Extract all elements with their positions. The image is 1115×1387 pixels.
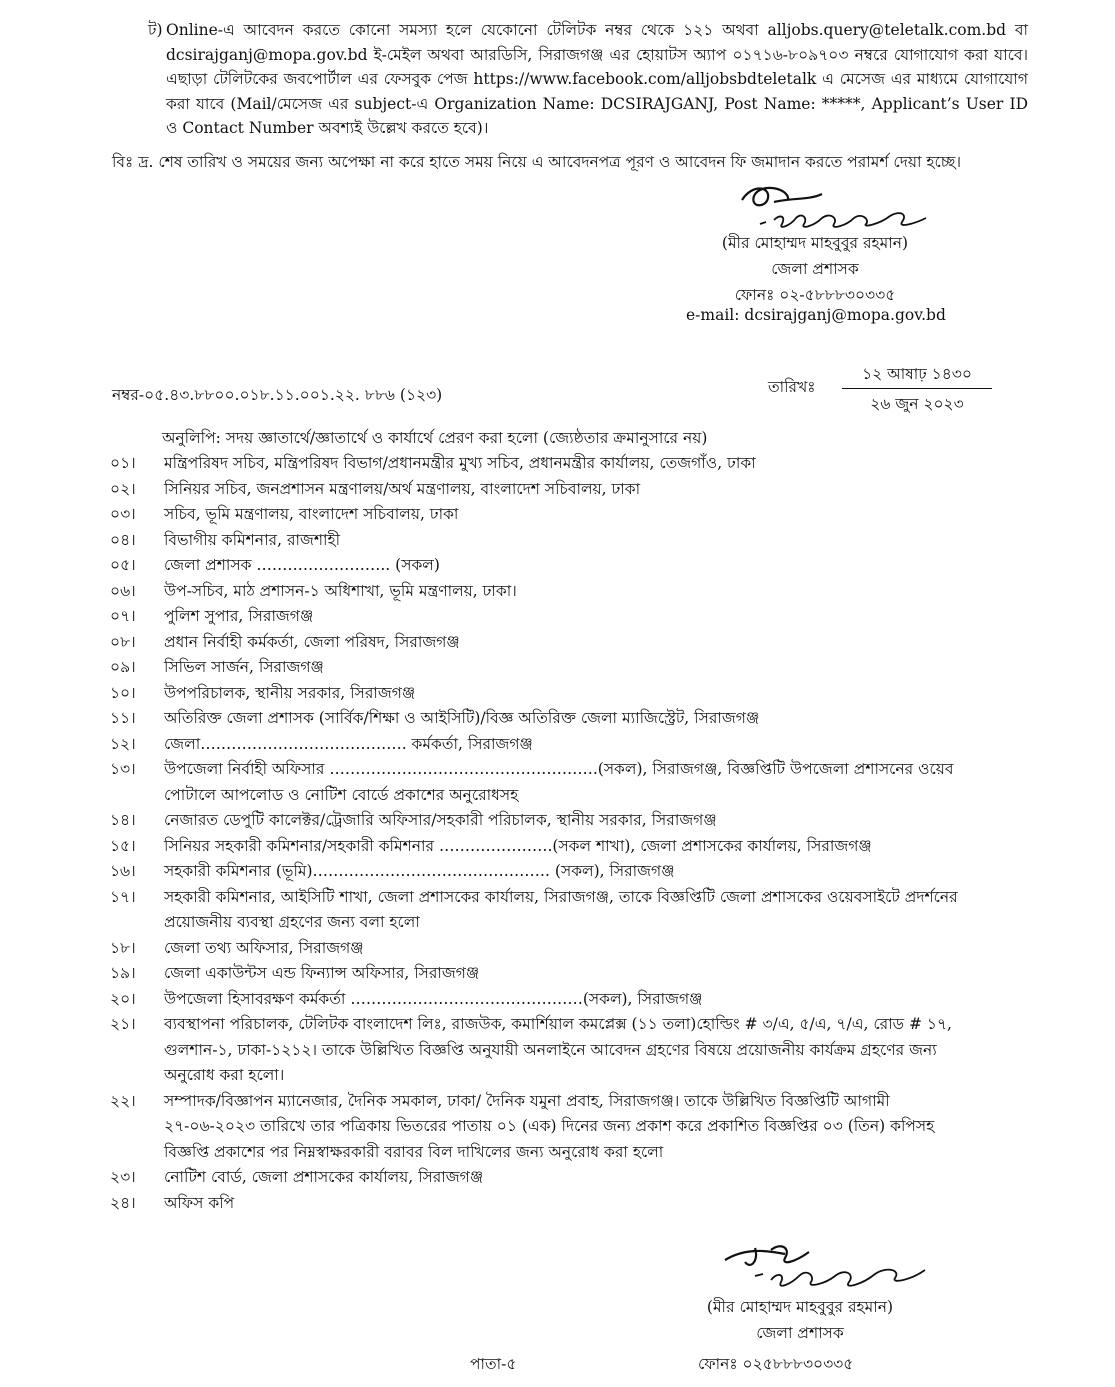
list-item	[108, 757, 978, 808]
list-item	[108, 502, 978, 528]
signatory-name: (মীর মোহাম্মদ মাহবুবুর রহমান)	[721, 234, 909, 252]
page-number: পাতা-৫	[470, 1355, 517, 1373]
list-item-number: ২১।	[110, 1015, 136, 1033]
signature-block-2	[660, 1294, 940, 1346]
list-item	[108, 451, 978, 477]
list-item	[108, 732, 978, 758]
list-item-text: সম্পাদক/বিজ্ঞাপন ম্যানেজার, দৈনিক সমকাল, ঢাকা/ দৈনিক যমুনা প্রবাহ, সিরাজগঞ্জ। তাকে উল্লিখিত বিজ্ঞপ্তিটি আগামী ২৭-০৬-২০২৩ তারিখে তার পত্রিকায় ভিতরের পাতায় ০১ (এক) দিনের জন্য প্রকাশ করে প্রকাশিত বিজ্ঞপ্তির ০৩ (তিন) কপিসহ বিজ্ঞপ্তি প্রকাশের পর নিম্নস্বাক্ষরকারী বরাবর বিল দাখিলের জন্য অনুরোধ করা হলো	[164, 1091, 935, 1161]
list-item-number: ১৭।	[110, 887, 136, 906]
list-item-number: ২০।	[110, 989, 136, 1008]
note-text: বিঃ দ্র. শেষ তারিখ ও সময়ের জন্য অপেক্ষা না করে হাতে সময় নিয়ে এ আবেদনপত্র পূরণ ও আবেদন ফি জমাদান করতে পরামর্শ দেয়া হচ্ছে।	[112, 153, 961, 171]
list-item-number: ১৯।	[110, 964, 136, 982]
memo-date-gregorian: ২৬ জুন ২০২৩	[870, 395, 964, 413]
list-item-text: অতিরিক্ত জেলা প্রশাসক (সার্বিক/শিক্ষা ও আইসিটি)/বিজ্ঞ অতিরিক্ত জেলা ম্যাজিস্ট্রেট, সিরাজগঞ্জ	[164, 709, 760, 727]
list-item-number: ২২।	[110, 1091, 136, 1110]
memo-date	[842, 362, 992, 416]
list-item	[108, 808, 978, 834]
list-item	[108, 681, 978, 707]
signature-2-scribble-icon	[715, 1240, 935, 1296]
list-item	[108, 528, 978, 554]
memo-date-bangla: ১২ আষাঢ় ১৪৩০	[842, 362, 992, 389]
list-item-text: নোটিশ বোর্ড, জেলা প্রশাসকের কার্যালয়, সিরাজগঞ্জ	[164, 1168, 484, 1186]
list-item-number: ০১।	[110, 454, 136, 472]
list-item	[108, 477, 978, 503]
list-item-number: ১৬।	[110, 862, 136, 880]
list-item-text: সিভিল সার্জন, সিরাজগঞ্জ	[164, 658, 324, 676]
list-item-text: সহকারী কমিশনার (ভূমি)………………………………………. (সকল), সিরাজগঞ্জ	[164, 862, 675, 880]
list-item	[108, 630, 978, 656]
list-item-text: জেলা তথ্য অফিসার, সিরাজগঞ্জ	[164, 938, 364, 957]
list-item-number: ০৬।	[110, 581, 136, 600]
signatory-phone: ফোনঃ ০২-৫৮৮৮৩০৩৩৫	[734, 286, 896, 304]
list-item-text: অফিস কপি	[164, 1193, 235, 1212]
list-item-text: ব্যবস্থাপনা পরিচালক, টেলিটক বাংলাদেশ লিঃ, রাজউক, কমার্শিয়াল কমপ্লেক্স (১১ তলা)হোল্ডিং # ৩/এ, ৫/এ, ৭/এ, রোড # ১৭, গুলশান-১, ঢাকা-১২১২। তাকে উল্লিখিত বিজ্ঞপ্তি অনুযায়ী অনলাইনে আবেদন গ্রহণের বিষয়ে প্রয়োজনীয় কার্যক্রম গ্রহণের জন্য অনুরোধ করা হলো।	[164, 1015, 952, 1084]
list-item-number: ২৩।	[110, 1168, 136, 1186]
signatory-phone: ফোনঃ ০২৫৮৮৮৩০৩৩৫	[698, 1355, 854, 1373]
list-item-text: সহকারী কমিশনার, আইসিটি শাখা, জেলা প্রশাসকের কার্যালয়, সিরাজগঞ্জ, তাকে বিজ্ঞপ্তিটি জেলা প্রশাসকের ওয়েবসাইটে প্রদর্শনের প্রয়োজনীয় ব্যবস্থা গ্রহণের জন্য বলা হলো	[164, 887, 958, 931]
list-item-number: ১০।	[110, 683, 136, 702]
memo-date-label: তারিখঃ	[768, 378, 816, 396]
signatory-designation: জেলা প্রশাসক	[756, 1324, 844, 1342]
online-help-paragraph	[148, 18, 1028, 141]
list-item-text: উপজেলা নির্বাহী অফিসার …………………………………………….(সকল), সিরাজগঞ্জ, বিজ্ঞপ্তিটি উপজেলা প্রশাসনের ওয়েব পোটালে আপলোড ও নোটিশ বোর্ডে প্রকাশের অনুরোধসহ	[164, 760, 954, 804]
signatory-email: e-mail: dcsirajganj@mopa.gov.bd	[686, 306, 946, 324]
list-item-number: ১৪।	[110, 811, 136, 829]
list-item-text: উপ-সচিব, মাঠ প্রশাসন-১ অধিশাখা, ভূমি মন্ত্রণালয়, ঢাকা।	[164, 581, 517, 600]
list-item-number: ১৩।	[110, 760, 136, 778]
list-item-text: জেলা…………………………………. কর্মকর্তা, সিরাজগঞ্জ	[164, 734, 533, 753]
list-item	[108, 1191, 978, 1217]
list-item-text: বিভাগীয় কমিশনার, রাজশাহী	[164, 530, 341, 549]
cc-intro: অনুলিপি: সদয় জ্ঞাতার্থে/জ্ঞাতার্থে ও কার্যার্থে প্রেরণ করা হলো (জ্যেষ্ঠতার ক্রমানুসারে নয়)	[162, 429, 708, 447]
signatory-designation: জেলা প্রশাসক	[771, 260, 859, 278]
list-item-text: উপপরিচালক, স্থানীয় সরকার, সিরাজগঞ্জ	[164, 683, 416, 702]
cc-list	[108, 451, 978, 1216]
list-item-text: জেলা একাউন্টস এন্ড ফিন্যান্স অফিসার, সিরাজগঞ্জ	[164, 964, 480, 982]
list-item-number: ০৯।	[110, 658, 136, 676]
list-item-number: ১৮।	[110, 938, 136, 957]
list-item-text: জেলা প্রশাসক …………………….. (সকল)	[164, 556, 440, 574]
list-item	[108, 1089, 978, 1166]
list-item-text: নেজারত ডেপুটি কালেক্টর/ট্রেজারি অফিসার/সহকারী পরিচালক, স্থানীয় সরকার, সিরাজগঞ্জ	[164, 811, 717, 829]
note-paragraph	[112, 150, 1032, 175]
list-item-number: ১১।	[110, 709, 136, 727]
list-item-text: পুলিশ সুপার, সিরাজগঞ্জ	[164, 607, 314, 625]
online-help-text: Online-এ আবেদন করতে কোনো সমস্যা হলে যেকোনো টেলিটক নম্বর থেকে ১২১ অথবা alljobs.query@teletalk.com.bd বা dcsirajganj@mopa.gov.bd ই-মেইল অথবা আরডিসি, সিরাজগঞ্জ এর হোয়াটস অ্যাপ ০১৭১৬-৮০৯৭০৩ নম্বরে যোগাযোগ করা যাবে। এছাড়া টেলিটকের জবপোর্টাল এর ফেসবুক পেজ https://www.facebook.com/alljobsbdteletalk এ মেসেজ এর মাধ্যমে যোগাযোগ করা যাবে (Mail/মেসেজ এর subject-এ Organization Name: DCSIRAJGANJ, Post Name: *****, Applicant’s User ID ও Contact Number অবশ্যই উল্লেখ করতে হবে)।	[166, 21, 1028, 137]
list-item-number: ১৫।	[110, 836, 136, 855]
list-item	[108, 655, 978, 681]
list-item-text: সিনিয়র সহকারী কমিশনার/সহকারী কমিশনার ………………….(সকল শাখা), জেলা প্রশাসকের কার্যালয়, সিরাজগঞ্জ	[164, 836, 872, 855]
signature-block-1	[690, 230, 940, 308]
list-item	[108, 1165, 978, 1191]
list-item	[108, 579, 978, 605]
list-item	[108, 706, 978, 732]
signatory-name: (মীর মোহাম্মদ মাহবুবুর রহমান)	[706, 1298, 894, 1316]
memo-reference-number: নম্বর-০৫.৪৩.৮৮০০.০১৮.১১.০০১.২২. ৮৮৬ (১২৩)	[112, 386, 443, 404]
list-item-number: ১২।	[110, 734, 136, 753]
list-item-text: সচিব, ভূমি মন্ত্রণালয়, বাংলাদেশ সচিবালয়, ঢাকা	[164, 505, 459, 523]
list-item	[108, 859, 978, 885]
list-item-number: ০৪।	[110, 530, 136, 549]
list-item	[108, 553, 978, 579]
list-item-number: ০৫।	[110, 556, 136, 574]
list-item	[108, 987, 978, 1013]
list-item	[108, 961, 978, 987]
list-item-text: প্রধান নির্বাহী কর্মকর্তা, জেলা পরিষদ, সিরাজগঞ্জ	[164, 632, 460, 651]
list-item	[108, 604, 978, 630]
list-item-text: উপজেলা হিসাবরক্ষণ কর্মকর্তা ………………………………………(সকল), সিরাজগঞ্জ	[164, 989, 703, 1008]
list-item-text: মন্ত্রিপরিষদ সচিব, মন্ত্রিপরিষদ বিভাগ/প্রধানমন্ত্রীর মুখ্য সচিব, প্রধানমন্ত্রীর কার্যালয়, তেজগাঁও, ঢাকা	[164, 454, 756, 472]
list-item-number: ২৪।	[110, 1193, 136, 1212]
list-item	[108, 885, 978, 936]
list-item	[108, 834, 978, 860]
list-item-number: ০৭।	[110, 607, 136, 625]
list-item	[108, 936, 978, 962]
list-item-number: ০৩।	[110, 505, 136, 523]
list-item-number: ০৮।	[110, 632, 136, 651]
list-item	[108, 1012, 978, 1089]
list-item-number: ০২।	[110, 479, 136, 498]
item-marker: ট)	[148, 21, 163, 39]
list-item-text: সিনিয়র সচিব, জনপ্রশাসন মন্ত্রণালয়/অর্থ মন্ত্রণালয়, বাংলাদেশ সচিবালয়, ঢাকা	[164, 479, 641, 498]
signature-1-scribble-icon	[730, 178, 940, 238]
